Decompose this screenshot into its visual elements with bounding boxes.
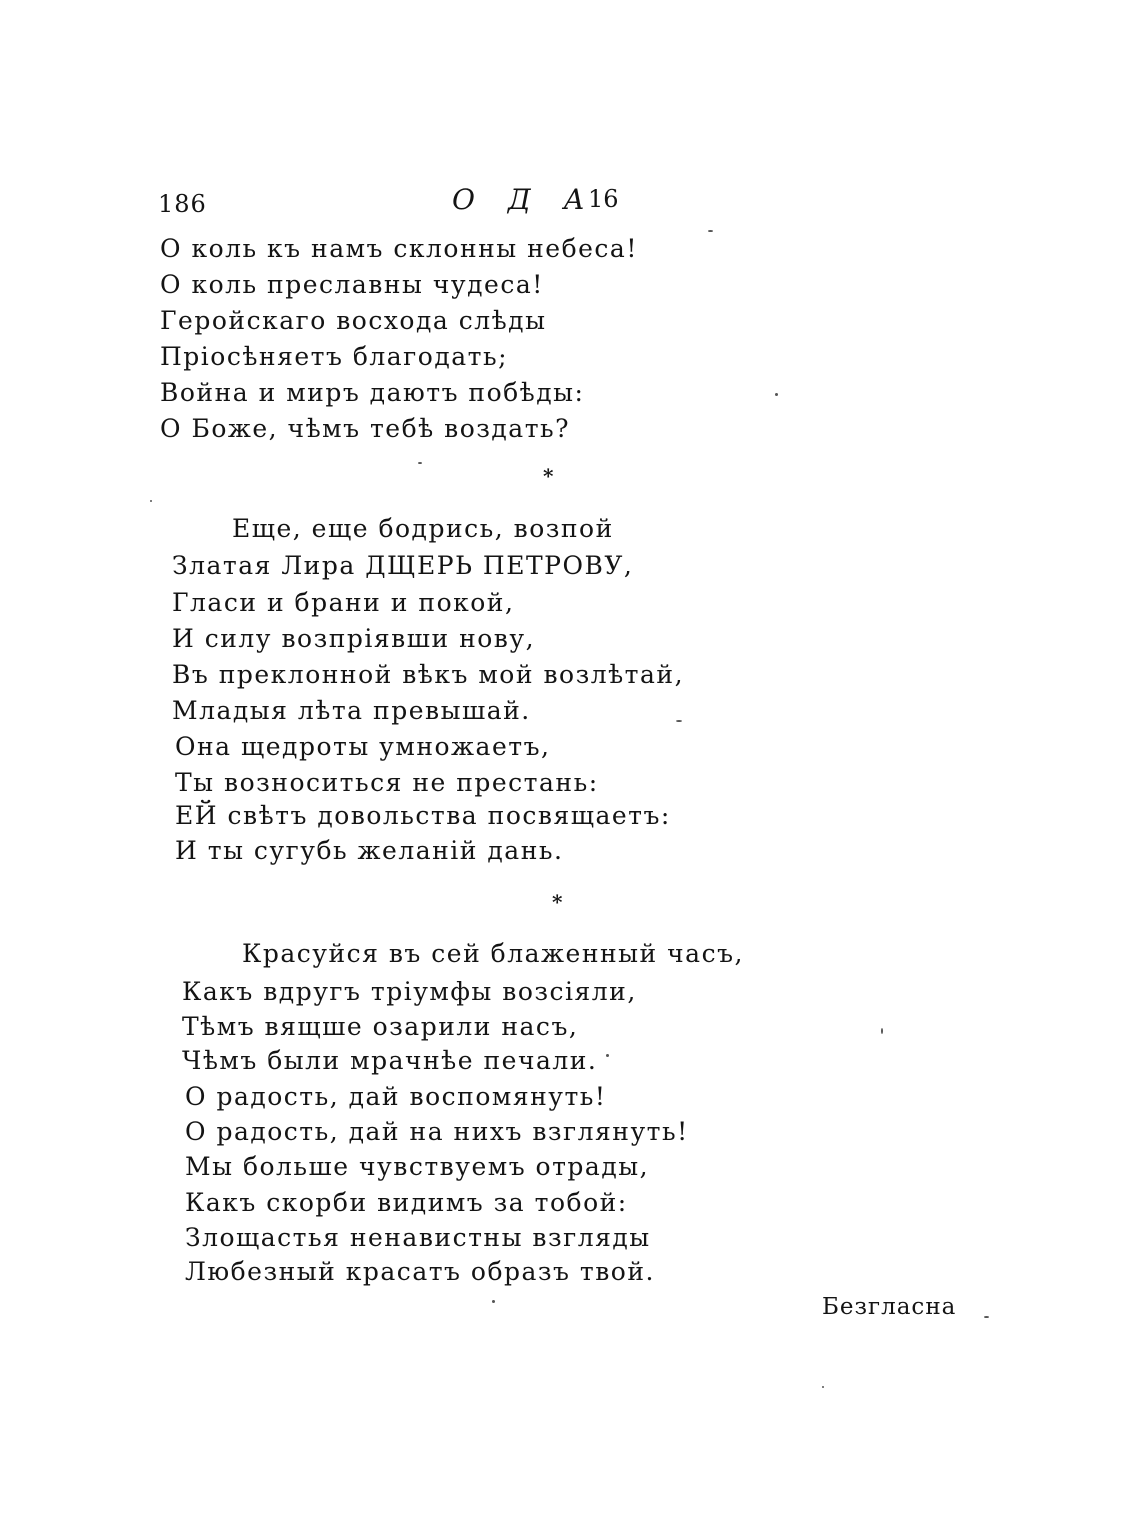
paper-speck xyxy=(708,230,713,232)
catchword: Безгласна xyxy=(822,1294,957,1320)
verse-line: Златая Лира ДЩЕРЬ ПЕТРОВУ, xyxy=(172,551,634,580)
verse-line: О коль къ намъ склонны небеса! xyxy=(160,234,638,263)
paper-speck xyxy=(775,393,778,396)
paper-speck xyxy=(150,500,152,502)
paper-speck xyxy=(984,1316,989,1318)
verse-line: Красуйся въ сей блаженный часъ, xyxy=(242,939,744,968)
paper-speck xyxy=(676,720,682,722)
ode-number: 16 xyxy=(588,185,619,213)
verse-line: Любезный красатъ образъ твой. xyxy=(185,1257,655,1286)
stanza-separator: * xyxy=(552,890,563,914)
verse-line: Пріосѣняетъ благодать; xyxy=(160,342,508,371)
verse-line: Младыя лѣта превышай. xyxy=(172,696,531,725)
page-number: 186 xyxy=(158,190,207,218)
verse-line: О коль преславны чудеса! xyxy=(160,270,544,299)
paper-speck xyxy=(492,1300,495,1303)
paper-speck xyxy=(418,462,422,464)
verse-line: Тѣмъ вящше озарили насъ, xyxy=(182,1012,579,1041)
verse-line: Ты возноситься не престань: xyxy=(175,768,599,797)
paper-speck xyxy=(881,1028,883,1034)
verse-line: Мы больше чувствуемъ отрады, xyxy=(185,1152,650,1181)
verse-line: Злощастья ненавистны взгляды xyxy=(185,1223,651,1252)
verse-line: Геройскаго восхода слѣды xyxy=(160,306,547,335)
verse-line: Какъ вдругъ тріумфы возсіяли, xyxy=(182,977,637,1006)
verse-line: И ты сугубь желаній дань. xyxy=(175,836,564,865)
stanza-separator: * xyxy=(543,464,554,488)
verse-line: О радость, дай на нихъ взглянуть! xyxy=(185,1117,689,1146)
verse-line: О радость, дай воспомянуть! xyxy=(185,1082,607,1111)
verse-line: О Боже, чѣмъ тебѣ воздать? xyxy=(160,414,571,443)
verse-line: Еще, еще бодрись, возпой xyxy=(232,514,614,543)
paper-speck xyxy=(822,1386,824,1388)
verse-line: Она щедроты умножаетъ, xyxy=(175,732,551,761)
verse-line: ЕЙ свѣтъ довольства посвящаетъ: xyxy=(175,801,671,830)
verse-line: Чѣмъ были мрачнѣе печали. xyxy=(182,1046,598,1075)
running-head: О Д А xyxy=(452,183,597,216)
verse-line: Какъ скорби видимъ за тобой: xyxy=(185,1188,628,1217)
verse-line: Гласи и брани и покой, xyxy=(172,588,515,617)
verse-line: Въ преклонной вѣкъ мой возлѣтай, xyxy=(172,660,685,689)
verse-line: Война и миръ даютъ побѣды: xyxy=(160,378,585,407)
paper-speck xyxy=(606,1054,609,1057)
verse-line: И силу возпріявши нову, xyxy=(172,624,536,653)
